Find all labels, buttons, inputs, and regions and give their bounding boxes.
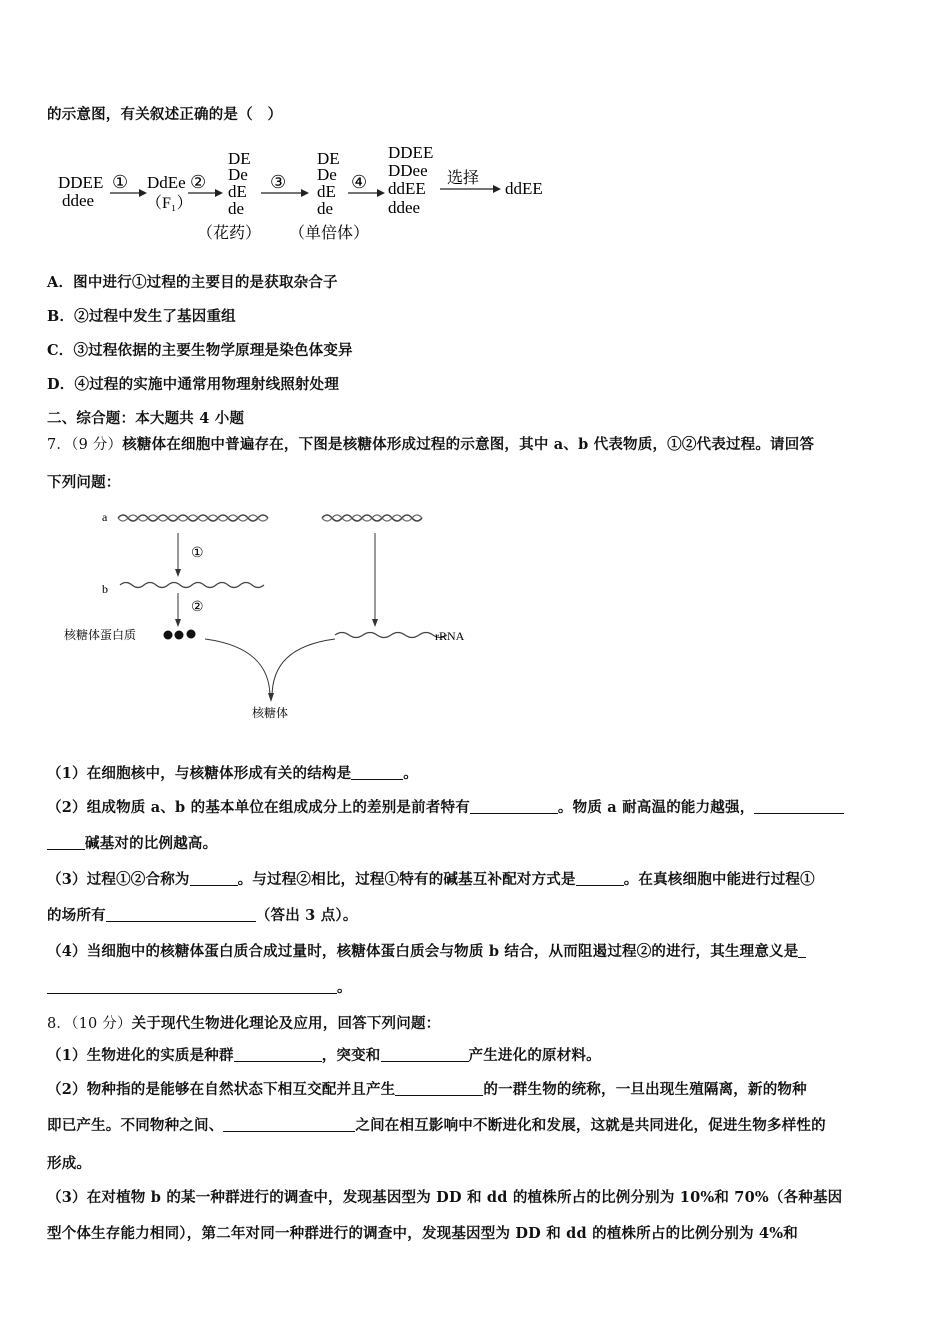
answer-blank[interactable] bbox=[47, 835, 85, 850]
option-c: C．③过程依据的主要生物学原理是染色体变异 bbox=[47, 342, 353, 359]
answer-blank[interactable] bbox=[190, 871, 238, 886]
haploid-label: （单倍体） bbox=[289, 225, 370, 242]
answer-blank[interactable] bbox=[754, 799, 844, 814]
q8-part-2: （2）物种指的是能够在自然状态下相互交配并且产生 的一群生物的统称，一旦出现生殖隔离，新的物种 bbox=[47, 1081, 807, 1098]
answer-blank[interactable] bbox=[798, 943, 806, 958]
step-2-label: ② bbox=[190, 172, 207, 192]
option-a: A．图中进行①过程的主要目的是获取杂合子 bbox=[47, 274, 338, 291]
select-label: 选择 bbox=[447, 170, 480, 187]
answer-blank[interactable] bbox=[381, 1047, 469, 1062]
diploid-1: DDEE bbox=[388, 143, 434, 162]
pollen-4: de bbox=[228, 199, 245, 218]
diploid-3: ddEE bbox=[388, 179, 426, 198]
process-1-label: ① bbox=[191, 546, 204, 561]
q7-part-4: （4）当细胞中的核糖体蛋白质合成过量时，核糖体蛋白质会与物质 b 结合，从而阻遏过程②的进行，其生理意义是 bbox=[47, 940, 806, 961]
process-2-label: ② bbox=[191, 600, 204, 615]
section-title: 二、综合题：本大题共 4 小题 bbox=[47, 410, 245, 427]
label-a: a bbox=[102, 510, 108, 524]
label-ribosome: 核糖体 bbox=[252, 706, 289, 720]
label-b: b bbox=[102, 582, 108, 596]
q7-part-1: （1）在细胞核中，与核糖体形成有关的结构是 。 bbox=[47, 765, 418, 782]
answer-blank[interactable] bbox=[395, 1081, 483, 1096]
question-intro: 的示意图，有关叙述正确的是（ ） bbox=[47, 106, 283, 123]
answer-blank[interactable] bbox=[351, 765, 403, 780]
diploid-2: DDee bbox=[388, 161, 428, 180]
q7-part-2-cont: 碱基对的比例越高。 bbox=[47, 832, 217, 853]
haploid-3: dE bbox=[317, 182, 336, 201]
diploid-4: ddee bbox=[388, 198, 421, 217]
haploid-2: De bbox=[317, 165, 337, 184]
option-d: D．④过程的实施中通常用物理射线照射处理 bbox=[47, 376, 340, 393]
parent-top: DDEE bbox=[58, 173, 104, 192]
step-1-label: ① bbox=[112, 172, 129, 192]
label-rrna: rRNA bbox=[435, 629, 465, 643]
haploid-1: DE bbox=[317, 149, 340, 168]
pollen-label: （花药） bbox=[197, 225, 262, 242]
answer-blank[interactable] bbox=[47, 979, 337, 994]
q8-part-3-cont: 型个体生存能力相同），第二年对同一种群进行的调查中，发现基因型为 DD 和 dd 的植株所占的比例分别为 4%和 bbox=[47, 1225, 798, 1242]
f1-label: （F₁） bbox=[146, 195, 193, 212]
q7-part-4-cont: 。 bbox=[47, 976, 352, 997]
q8-stem: 8．（10 分）关于现代生物进化理论及应用，回答下列问题： bbox=[47, 1015, 441, 1032]
q8-part-2-end: 形成。 bbox=[47, 1155, 92, 1172]
q8-part-2-cont: 即已产生。不同物种之间、 之间在相互影响中不断进化和发展，这就是共同进化，促进生物多样性的 bbox=[47, 1117, 826, 1134]
step-3-label: ③ bbox=[270, 172, 287, 192]
pollen-1: DE bbox=[228, 149, 251, 168]
q7-part-3-cont: 的场所有 （答出 3 点）。 bbox=[47, 907, 358, 924]
q7-stem: 7．（9 分）核糖体在细胞中普遍存在，下图是核糖体形成过程的示意图，其中 a、b 代表物质，①②代表过程。请回答 bbox=[47, 436, 815, 453]
answer-blank[interactable] bbox=[234, 1047, 322, 1062]
breeding-diagram bbox=[55, 140, 565, 250]
label-ribosomal-protein: 核糖体蛋白质 bbox=[64, 628, 137, 642]
step-4-label: ④ bbox=[351, 172, 368, 192]
q8-part-3: （3）在对植物 b 的某一种群进行的调查中，发现基因型为 DD 和 dd 的植株所占的比例分别为 10%和 70%（各种基因 bbox=[47, 1189, 843, 1206]
result-genotype: ddEE bbox=[505, 179, 543, 198]
f1-genotype: DdEe bbox=[147, 173, 186, 192]
pollen-3: dE bbox=[228, 182, 247, 201]
option-b: B．②过程中发生了基因重组 bbox=[47, 308, 236, 325]
q7-part-2: （2）组成物质 a、b 的基本单位在组成成分上的差别是前者特有 。物质 a 耐高温的能力越强， bbox=[47, 796, 844, 817]
answer-blank[interactable] bbox=[223, 1117, 355, 1132]
q8-part-1: （1）生物进化的实质是种群 ，突变和 产生进化的原材料。 bbox=[47, 1047, 601, 1064]
rrna-strand bbox=[335, 633, 447, 638]
q7-stem-cont: 下列问题： bbox=[47, 474, 121, 491]
parent-bottom: ddee bbox=[62, 191, 95, 210]
pollen-2: De bbox=[228, 165, 248, 184]
haploid-4: de bbox=[317, 199, 334, 218]
ribosome-diagram bbox=[60, 505, 490, 725]
q7-part-3: （3）过程①②合称为 。与过程②相比，过程①特有的碱基互补配对方式是 。在真核细胞中能进行过程① bbox=[47, 871, 815, 888]
answer-blank[interactable] bbox=[576, 871, 624, 886]
answer-blank[interactable] bbox=[106, 907, 256, 922]
answer-blank[interactable] bbox=[470, 799, 558, 814]
mrna-b bbox=[120, 583, 264, 588]
